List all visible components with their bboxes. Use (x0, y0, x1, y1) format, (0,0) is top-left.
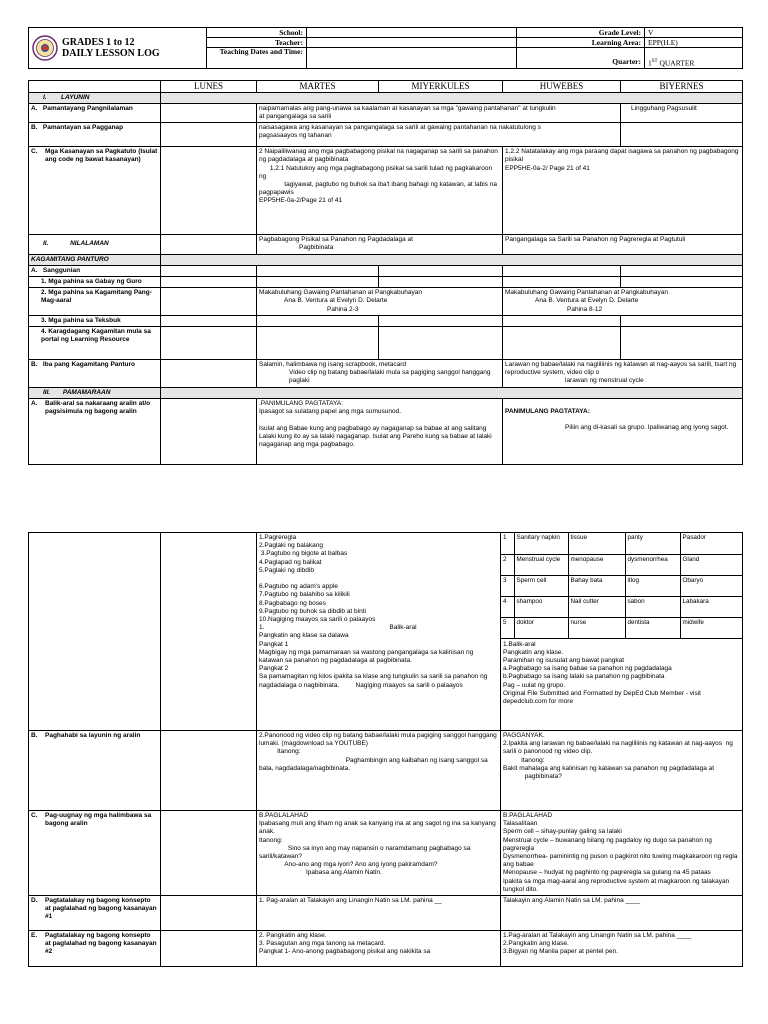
di-kasali-row-number: 3 (501, 575, 514, 596)
row-label-pamantayan-sa-pagganap: B. Pamantayan sa Pagganap (29, 123, 161, 147)
martes-list-item: 9.Pagtubo ng buhok sa dibdib at binti (259, 607, 366, 615)
school-label: School: (207, 28, 307, 38)
di-kasali-cell: Menstrual cycle (514, 554, 568, 575)
martes-list-item: 3.Pagtubo ng bigote at balbas (259, 550, 348, 558)
di-kasali-row-number: 4 (501, 596, 514, 617)
pag-uugnay-martes-line: Ipabasang muli ang liham ng anak sa kanyang ina at ang sagot ng ina sa kanyang anak. (259, 820, 498, 836)
balik-aral-huwebes: PANIMULANG PAGTATAYA: Piliin ang di-kasali sa grupo. Ipaliwanag ang iyong sagot. (503, 399, 743, 465)
di-kasali-cell: dentista (625, 617, 680, 638)
martes-list-item: 5.Paglaki ng dibdib (259, 566, 314, 574)
pagtatalakay-2-martes-line: 3. Pasagutan ang mga tanong sa metacard. (259, 940, 386, 948)
pag-uugnay-huwebes (501, 811, 743, 896)
huwebes-balik-aral-line: Paramihan ng isusulat ang bawat pangkat (503, 656, 625, 664)
day-martes: MARTES (257, 80, 379, 92)
pag-uugnay-huwebes-line: Ipakita sa mga mag-aaral ang reproductive system at magkaroon ng talakayan tungkol dito. (503, 877, 731, 893)
row-label-paghahabi: B. Paghahabi sa layunin ng aralin (29, 731, 161, 811)
paghahabi-martes-line: 2.Panonood ng video clip ng batang babae/lalaki mula pagiging sanggol hanggang lumaki. (magdownload sa YOUTUBE) (259, 732, 499, 748)
pagtatalakay-2-martes-line: Pangkat 1- Ano-anong pagbabagong pisikal ang nakikita sa (259, 948, 431, 956)
section-layunin: I. LAYUNIN (29, 92, 161, 103)
lesson-log-page-1 (28, 27, 742, 465)
di-kasali-cell: Sanitary napkin (514, 533, 568, 554)
pamantayan-sa-pagganap-martes: naisasagawa ang kasanayan sa pangangalaga sa sarili at gawaing pantahanan na nakatutulong s pagsasaayos ng tahanan (257, 123, 621, 147)
day-lunes: LUNES (161, 80, 257, 92)
di-kasali-cell: panty (625, 533, 680, 554)
paghahabi-huwebes-line: Bakit mahalaga ang kalinisan ng katawan sa panahon ng pagdadalaga at (503, 764, 715, 772)
di-kasali-row (501, 554, 742, 575)
martes-list-item: 6.Pagtubo ng adam's apple (259, 583, 338, 591)
lesson-grid-page-1 (28, 80, 743, 466)
martes-balik-aral-line: Pangkat 2 (259, 665, 289, 673)
martes-list-item: 8.Pagbabago ng boses (259, 599, 326, 607)
grade-level-value[interactable]: V (645, 28, 743, 38)
di-kasali-cell: midwife (680, 617, 742, 638)
row-label-mga-kasanayan: C. Mga Kasanayan sa Pagkatuto (Isulat ang code ng bawat kasanayan) (29, 147, 161, 235)
section-kagamitang-panturo: KAGAMITANG PANTURO (29, 254, 161, 265)
row-label-iba-pang-kagamitan: B. Iba pang Kagamitang Panturo (29, 359, 161, 387)
martes-balik-aral-heading: 1. Balik-aral (259, 624, 417, 632)
huwebes-balik-aral-line: b.Pagbabago sa isang lalaki sa panahon ng pagbibinata (503, 673, 665, 681)
header-title-line1: GRADES 1 to 12 (62, 36, 135, 48)
teacher-field[interactable] (307, 38, 517, 48)
pamantayang-pangnilalaman-biyernes: Lingguhang Pagsusulit (621, 103, 743, 122)
pag-uugnay-huwebes-line: Dysmenorrhea- paminintig ng puson o pagkirot nito tuwing magkakaroon ng regla ang babae (503, 853, 740, 869)
martes-list-item: 2.Paglaki ng balakang (259, 542, 323, 550)
pagtatalakay-2-martes-line: 2. Pangkatin ang klase. (259, 932, 327, 940)
balik-aral-martes: .PANIMULANG PAGTATAYA: Ipasagot sa sulatang papel ang mga sumusunod. Isulat ang Babae kung ang pagbabago ay nagaganap sa babae at ang salitang Lalaki kung ito ay sa lalaki nagaganap. Isulat ang Pareho kung sa babae at lalaki nagaganap ang mga pagbabago. (257, 399, 503, 465)
row-label-pamantayang-pangnilalaman: A. Pamantayang Pangnilalaman (29, 103, 161, 122)
balik-aral-martes-continued (257, 533, 501, 731)
row-label-gabay-ng-guro: 1. Mga pahina sa Gabay ng Guro (29, 276, 161, 287)
paghahabi-huwebes-line: pagbibinata? (503, 773, 562, 781)
teaching-dates-label: Teaching Dates and Time: (207, 48, 307, 69)
deped-seal-icon (32, 35, 58, 61)
pag-uugnay-martes-line: Sino sa inyo ang may napansin o naramdamang pagbabago sa sarili/katawan? (259, 844, 473, 861)
paghahabi-huwebes (501, 731, 743, 811)
martes-list-item (259, 575, 498, 583)
mga-kasanayan-martes: 2 Naipaliliwanag ang mga pagbabagong pisikal na nagaganap sa sarili sa panahon ng pagdadalaga at pagbibinata 1.2.1 Natutukoy ang mga pagbabagong pisikal sa sarili tulad ng pagkakaroon ng tagiyawat, pagtubo ng buhok sa iba't ibang bahagi ng katawan, at labis na pagpapawis EPP5HE-0a-2/Page 21 of 41 (257, 147, 503, 235)
martes-balik-aral-line: Pangkat 1 (259, 640, 289, 648)
paghahabi-huwebes-line: PAGGANYAK. (503, 732, 545, 739)
iba-pang-kagamitan-huwebes: Larawan ng babae/lalaki na nagliliinis ng katawan at nag-aayos sa sarili, tsart ng reproductive system, video clip o larawan ng menstrual cycle (503, 359, 743, 387)
row-label-pagtatalakay-1: D. Pagtatalakay ng bagong konsepto at paglalahad ng bagong kasanayan #1 (29, 896, 161, 931)
kagamitang-pang-mag-aaral-huwebes: Makabuluhang Gawaing Pantahanan at Pangkabuhayan Ana B. Ventura at Evelyn D. Delarte Pahina 8-12 (503, 288, 743, 316)
di-kasali-row (501, 596, 742, 617)
martes-balik-aral-line: Pangkatin ang klase sa dalawa (259, 632, 349, 640)
mga-kasanayan-huwebes: 1.2.2 Natatalakay ang mga paraang dapat isagawa sa panahon ng pagbabagong pisikal EPP5HE-0a-2/ Page 21 of 41 (503, 147, 743, 235)
row-label-pagtatalakay-2: E. Pagtatalakay ng bagong konsepto at paglalahad ng bagong kasanayan #2 (29, 931, 161, 967)
header-table (28, 27, 743, 69)
paghahabi-martes-line: Itanong: (259, 748, 301, 756)
martes-list-item: 7.Pagtubo ng balahibo sa kilikili (259, 591, 350, 599)
section-nilalaman: II. NILALAMAN (29, 235, 161, 254)
pag-uugnay-huwebes-line: B.PAGLALAHAD (503, 812, 553, 819)
pagtatalakay-1-martes: 1. Pag-aralan at Talakayin ang Linangin Natin sa LM. pahina __ (257, 896, 501, 931)
pag-uugnay-martes-line: B.PAGLALAHAD (259, 812, 309, 819)
martes-list-item: 4.Paglapad ng balikat (259, 558, 322, 566)
pag-uugnay-huwebes-line: Menopause – hudyat ng paghinto ng pagreregla sa gulang na 45 pataas (503, 869, 711, 877)
learning-area-value[interactable]: EPP(H.E) (645, 38, 743, 48)
di-kasali-cell: tissue (568, 533, 625, 554)
martes-balik-aral-line: Sa pamamagitan ng kilos ipakita sa klase ang tungkulin sa sarili sa panahon ng nagdadalaga o nagbibinata. Nagiging maayos sa sarili o palaayos (259, 673, 490, 689)
pag-uugnay-huwebes-line: Menstrual cycle – buwanang bilang ng pagdaloy ng dugo sa panahon ng pagreregla (503, 836, 714, 852)
row-label-balik-aral: A. Balik-aral sa nakaraang aralin at/o pagsisimula ng bagong aralin (29, 399, 161, 465)
pagtatalakay-1-huwebes: Talakayin ang Alamin Natin sa LM. pahina ____ (501, 896, 743, 931)
iba-pang-kagamitan-martes: Salamin, halimbawa ng isang scrapbook, metacard Video clip ng batang babae/lalaki mula sa pagiging sanggol hanggang paglaki (257, 359, 503, 387)
days-header-row (29, 80, 743, 92)
grade-level-label: Grade Level: (517, 28, 645, 38)
school-field[interactable] (307, 28, 517, 38)
huwebes-balik-aral-text (501, 639, 742, 709)
di-kasali-cell: shampoo (514, 596, 568, 617)
day-miyerkules: MIYERKULES (379, 80, 503, 92)
day-biyernes: BIYERNES (621, 80, 743, 92)
pagtatalakay-2-martes (257, 931, 501, 967)
pag-uugnay-martes-line: Ano-ano ang mga iyon? Ano ang iyong pakiramdam? (259, 861, 438, 869)
lesson-grid-page-2 (28, 532, 743, 967)
kagamitang-pang-mag-aaral-martes: Makabuluhang Gawaing Pantahanan at Pangkabuhayan Ana B. Ventura at Evelyn D. Delarte Pahina 2-3 (257, 288, 503, 316)
day-huwebes: HUWEBES (503, 80, 621, 92)
row-label-sanggunian: A. Sanggunian (29, 265, 161, 276)
di-kasali-cell: itlog (625, 575, 680, 596)
nilalaman-martes: Pagbabagong Pisikal sa Panahon ng Pagdadalaga at Pagbibinata (257, 235, 503, 254)
learning-area-label: Learning Area: (517, 38, 645, 48)
di-kasali-cell: menopause (568, 554, 625, 575)
di-kasali-cell: nurse (568, 617, 625, 638)
pagtatalakay-2-huwebes-line: 1.Pag-aralan at Talakayin ang Linangin Natin sa LM. pahina ____ (503, 932, 692, 940)
pag-uugnay-martes-line: Itanong: (259, 836, 283, 844)
di-kasali-row-number: 2 (501, 554, 514, 575)
header-title-line2: DAILY LESSON LOG (62, 47, 160, 59)
di-kasali-table (501, 533, 742, 639)
pagtatalakay-2-huwebes (501, 931, 743, 967)
nilalaman-huwebes: Pangangalaga sa Sarili sa Panahon ng Pagreregla at Pagtutuli (503, 235, 743, 254)
pag-uugnay-huwebes-line: Talasalitaan (503, 820, 538, 828)
paghahabi-martes-line: Paghambingin ang kaibahan ng isang sanggol sa bata, nagdadalaga/nagbibinata. (259, 756, 490, 772)
di-kasali-cell: Gland (680, 554, 742, 575)
header-logo-cell (29, 28, 207, 69)
balik-aral-huwebes-continued (501, 533, 743, 731)
huwebes-balik-aral-line: 1.Balik-aral (503, 640, 536, 648)
row-label-learning-resource: 4. Karagdagang Kagamitan mula sa portal ng Learning Resource (29, 326, 161, 359)
huwebes-balik-aral-line: Pangkatin ang klase. (503, 648, 564, 656)
di-kasali-cell: Labakara (680, 596, 742, 617)
lesson-log-page-2 (28, 532, 742, 967)
martes-list-item: 10.Nagiging maayos sa sarili o palaayos (259, 616, 376, 624)
di-kasali-cell: Pasador (680, 533, 742, 554)
di-kasali-row (501, 617, 742, 638)
di-kasali-cell: Obaryo (680, 575, 742, 596)
di-kasali-cell: Bahay bata (568, 575, 625, 596)
di-kasali-cell: Nail cutter (568, 596, 625, 617)
pag-uugnay-martes (257, 811, 501, 896)
pamantayang-pangnilalaman-martes: naipamamalas ang pang-unawa sa kaalaman at kasanayan sa mga "gawaing pantahanan" at tungkulin at pangangalaga sa sarili (257, 103, 621, 122)
di-kasali-row-number: 5 (501, 617, 514, 638)
quarter-value[interactable]: 1ST QUARTER (645, 57, 743, 68)
quarter-label: Quarter: (517, 57, 645, 68)
huwebes-balik-aral-line: Pag – uulat ng grupo. (503, 681, 566, 689)
di-kasali-cell: doktor (514, 617, 568, 638)
paghahabi-martes (257, 731, 501, 811)
di-kasali-cell: dysmenorrhea (625, 554, 680, 575)
section-pamamaraan: III. PAMAMARAAN (29, 387, 161, 398)
teacher-label: Teacher: (207, 38, 307, 48)
huwebes-balik-aral-line: Original File Submitted and Formatted by DepEd Club Member - visit depedclub.com for more (503, 689, 703, 705)
pag-uugnay-martes-line: Ipabasa ang Alamin Natin. (259, 869, 382, 877)
martes-balik-aral-line: Magbigay ng mga pamamaraan sa wastong pangangalaga sa kalinisan ng katawan sa panahon ng pagdadalaga at pagbibinata. (259, 648, 476, 665)
di-kasali-row-number: 1 (501, 533, 514, 554)
di-kasali-row (501, 575, 742, 596)
row-label-teksbuk: 3. Mga pahina sa Teksbuk (29, 315, 161, 326)
pagtatalakay-2-huwebes-line: 3.Bigyan ng Manila paper at pentel pen. (503, 948, 618, 956)
martes-list-item: 1.Pagreregla (259, 534, 297, 541)
di-kasali-row (501, 533, 742, 554)
paghahabi-huwebes-line: 2.Ipakita ang larawan ng babae/lalaki na nagliliinis ng katawan at nag-aayos ng sarili o panonood ng video clip. (503, 740, 735, 756)
di-kasali-cell: Sperm cell (514, 575, 568, 596)
teaching-dates-field[interactable] (307, 48, 517, 69)
huwebes-balik-aral-line: a.Pagbabago sa isang babae sa panahon ng pagdadalaga (503, 665, 672, 673)
pag-uugnay-huwebes-line: Sperm cell – sihay-punlay galing sa lalaki (503, 828, 622, 836)
paghahabi-huwebes-line: Itanong: (503, 756, 545, 764)
row-label-pag-uugnay: C. Pag-uugnay ng mga halimbawa sa bagong aralin (29, 811, 161, 896)
pagtatalakay-2-huwebes-line: 2.Pangkatin ang klase. (503, 940, 569, 948)
di-kasali-cell: sabon (625, 596, 680, 617)
row-label-kagamitang-pang-mag-aaral: 2. Mga pahina sa Kagamitang Pang-Mag-aaral (29, 288, 161, 316)
